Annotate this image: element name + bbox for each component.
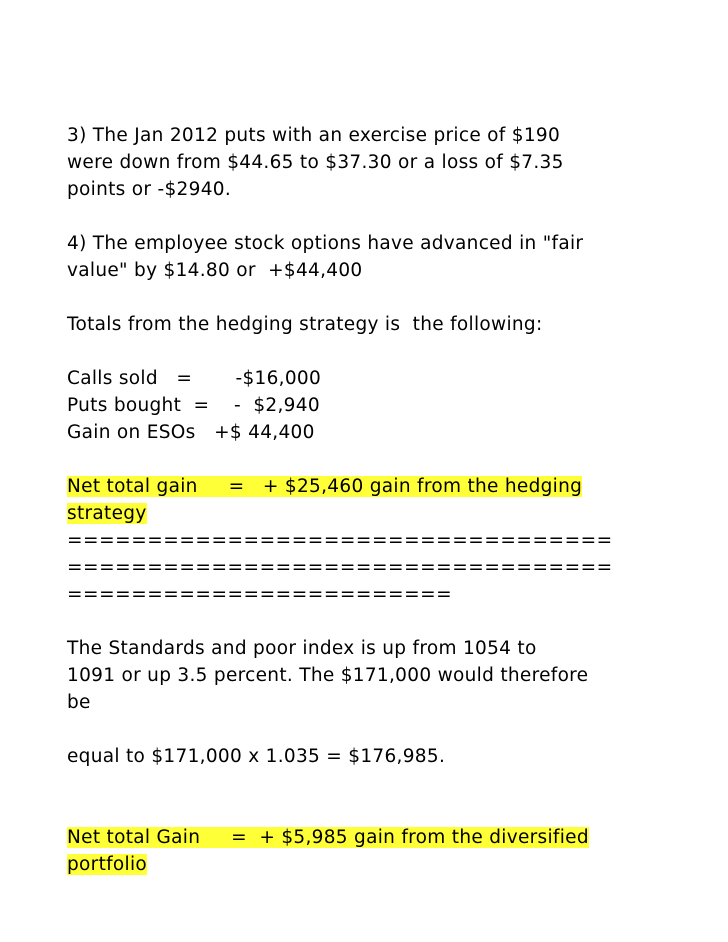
separator-line-2: ================================== <box>67 557 613 578</box>
totals-gain-on-esos: Gain on ESOs +$ 44,400 <box>67 422 315 443</box>
blank-line <box>67 338 667 365</box>
blank-line <box>67 284 667 311</box>
highlighted-text: strategy <box>67 503 147 524</box>
equal-line: equal to $171,000 x 1.035 = $176,985. <box>67 746 446 767</box>
net-hedging-line-2 <box>67 500 667 527</box>
net-diversified-line-2 <box>67 851 667 878</box>
blank-line <box>67 797 667 824</box>
paragraph-3-line-1: 3) The Jan 2012 puts with an exercise price of $190 <box>67 125 561 146</box>
highlighted-text: portfolio <box>67 854 148 875</box>
totals-puts-bought: Puts bought = - $2,940 <box>67 395 320 416</box>
totals-calls-sold: Calls sold = -$16,000 <box>67 368 322 389</box>
blank-line <box>67 446 667 473</box>
paragraph-3-line-2: were down from $44.65 to $37.30 or a loss of $7.35 <box>67 152 564 173</box>
sp-paragraph-line-2: 1091 or up 3.5 percent. The $171,000 would therefore <box>67 665 589 686</box>
net-hedging-line-1 <box>67 473 667 500</box>
separator-line-1: ================================== <box>67 530 613 551</box>
net-diversified-line-1 <box>67 824 667 851</box>
paragraph-4-line-2: value" by $14.80 or +$44,400 <box>67 260 363 281</box>
document-page <box>67 122 667 878</box>
separator-line-3: ======================== <box>67 584 453 605</box>
paragraph-3-line-3: points or -$2940. <box>67 179 232 200</box>
blank-line <box>67 770 667 797</box>
blank-line <box>67 203 667 230</box>
highlighted-text: Net total gain = + $25,460 gain from the hedging <box>67 476 583 497</box>
paragraph-4-line-1: 4) The employee stock options have advanced in "fair <box>67 233 584 254</box>
blank-line <box>67 716 667 743</box>
totals-intro: Totals from the hedging strategy is the following: <box>67 314 543 335</box>
highlighted-text: Net total Gain = + $5,985 gain from the diversified <box>67 827 589 848</box>
blank-line <box>67 608 667 635</box>
sp-paragraph-line-3: be <box>67 692 91 713</box>
sp-paragraph-line-1: The Standards and poor index is up from 1054 to <box>67 638 537 659</box>
